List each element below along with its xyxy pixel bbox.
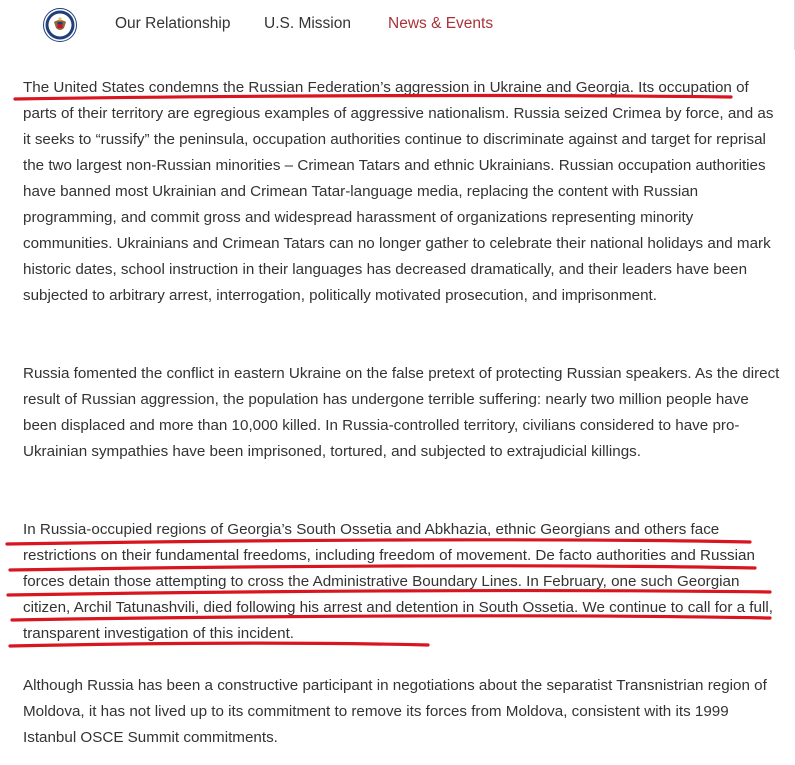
article-paragraph-4: Although Russia has been a constructive participant in negotiations about the separatist Transnistrian region of Moldova, it has not lived up to its commitment to remove its forces from Moldova, consistent with its 1999 Istanbul OSCE Summit commitments.: [23, 677, 767, 746]
article-paragraph-2: Russia fomented the conflict in eastern Ukraine on the false pretext of protecting Russian speakers. As the direct result of Russian aggression, the population has undergone terrible suffering: nearly two million people have been displaced and more than 10,000 killed. In Russia-controlled territory, civilians considered to have pro-Ukrainian sympathies have been imprisoned, tortured, and subjected to extrajudicial killings.: [23, 365, 780, 460]
nav-our-relationship[interactable]: Our Relationship: [115, 15, 231, 32]
article-paragraph-1: The United States condemns the Russian Federation’s aggression in Ukraine and Georgia. Its occupation of parts of their territory are egregious examples of aggressive nationalism. Russia seized Crimea by force, and as it seeks to “russify” the peninsula, occupation authorities continue to discriminate against and target for reprisal the two largest non-Russian minorities – Crimean Tatars and ethnic Ukrainians. Russian occupation authorities have banned most Ukrainian and Crimean Tatar-language media, replacing the content with Russian programming, and commit gross and widespread harassment of organizations representing minority communities. Ukrainians and Crimean Tatars can no longer gather to celebrate their national holidays and mark historic dates, school instruction in their languages has decreased dramatically, and their leaders have been subjected to arbitrary arrest, interrogation, politically motivated prosecution, and imprisonment.: [23, 79, 774, 304]
state-department-seal-icon[interactable]: [43, 8, 77, 42]
nav-us-mission[interactable]: U.S. Mission: [264, 15, 351, 32]
nav-news-and-events[interactable]: News & Events: [388, 15, 494, 32]
article-paragraph-3: In Russia-occupied regions of Georgia’s South Ossetia and Abkhazia, ethnic Georgians and others face restrictions on their fundamental freedoms, including freedom of movement. De facto authorities and Russian forces detain those attempting to cross the Administrative Boundary Lines. In February, one such Georgian citizen, Archil Tatunashvili, died following his arrest and detention in South Ossetia. We continue to call for a full, transparent investigation of this incident.: [23, 521, 773, 642]
top-navigation: [0, 0, 795, 50]
